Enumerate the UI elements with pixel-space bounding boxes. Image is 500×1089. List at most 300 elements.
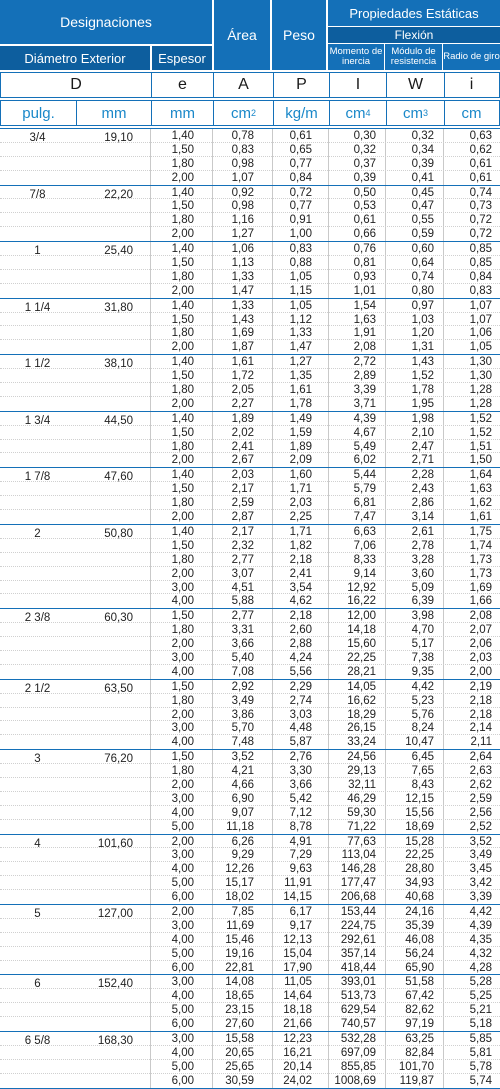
peso-cell: 16,21 <box>283 1046 312 1059</box>
table-row <box>0 129 500 143</box>
diameter-mm: 127,00 <box>97 907 133 920</box>
size-group <box>0 524 500 608</box>
unit-mm-d: mm <box>76 101 151 125</box>
area-cell: 0,98 <box>231 157 254 170</box>
area-cell: 1,47 <box>231 284 254 297</box>
modulo-cell: 7,65 <box>411 765 434 778</box>
inercia-cell: 855,85 <box>340 1060 376 1073</box>
modulo-cell: 24,16 <box>405 905 434 918</box>
radio-cell: 2,07 <box>469 624 492 637</box>
area-cell: 25,65 <box>225 1060 254 1073</box>
inercia-cell: 0,39 <box>353 171 376 184</box>
espesor-cell: 3,00 <box>171 919 194 932</box>
inercia-cell: 3,71 <box>353 397 376 410</box>
peso-cell: 0,84 <box>289 171 312 184</box>
table-row <box>0 525 500 539</box>
modulo-cell: 12,15 <box>405 792 434 805</box>
radio-cell: 2,64 <box>469 751 492 764</box>
table-row <box>0 426 500 440</box>
peso-cell: 14,15 <box>283 891 312 904</box>
modulo-cell: 1,98 <box>411 412 434 425</box>
inercia-cell: 1,91 <box>353 327 376 340</box>
espesor-cell: 3,00 <box>171 849 194 862</box>
radio-cell: 2,03 <box>469 651 492 664</box>
diameter-mm: 47,60 <box>104 471 133 484</box>
peso-cell: 14,64 <box>283 990 312 1003</box>
area-cell: 2,02 <box>231 426 254 439</box>
espesor-cell: 1,50 <box>171 751 194 764</box>
radio-cell: 2,62 <box>469 778 492 791</box>
radio-cell: 5,21 <box>469 1004 492 1017</box>
peso-cell: 1,78 <box>289 397 312 410</box>
table-row <box>0 764 500 778</box>
table-row <box>0 553 500 567</box>
radio-cell: 5,78 <box>469 1060 492 1073</box>
unit-cm2-base: cm <box>230 104 251 122</box>
area-cell: 7,08 <box>231 665 254 678</box>
size-group <box>0 904 500 974</box>
radio-cell: 1,69 <box>469 581 492 594</box>
espesor-header: Espesor <box>152 46 212 70</box>
radio-cell: 0,61 <box>469 157 492 170</box>
inercia-cell: 418,44 <box>340 961 376 974</box>
area-cell: 6,90 <box>231 792 254 805</box>
table-row <box>0 383 500 397</box>
size-group <box>0 241 500 298</box>
table-row <box>0 1032 500 1046</box>
modulo-cell: 3,98 <box>411 610 434 623</box>
peso-cell: 2,60 <box>289 624 312 637</box>
table-row <box>0 735 500 749</box>
espesor-cell: 1,50 <box>171 680 194 693</box>
radio-cell: 0,85 <box>469 257 492 270</box>
radio-cell: 0,62 <box>469 143 492 156</box>
table-row <box>0 933 500 947</box>
radio-cell: 1,28 <box>469 384 492 397</box>
inercia-cell: 0,93 <box>353 270 376 283</box>
table-row <box>0 680 500 694</box>
table-row <box>0 453 500 467</box>
table-row <box>0 242 500 256</box>
area-cell: 1,72 <box>231 370 254 383</box>
inercia-cell: 59,30 <box>347 806 376 819</box>
diameter-mm: 101,60 <box>97 837 133 850</box>
table-row <box>0 750 500 764</box>
diameter-inches: 3 <box>34 753 41 766</box>
radio-cell: 1,30 <box>469 356 492 369</box>
inercia-cell: 29,13 <box>347 765 376 778</box>
radio-cell: 1,52 <box>469 412 492 425</box>
peso-cell: 1,61 <box>289 384 312 397</box>
radio-cell: 5,74 <box>469 1074 492 1087</box>
area-cell: 27,60 <box>225 1018 254 1031</box>
modulo-cell: 2,61 <box>411 525 434 538</box>
radio-cell: 2,59 <box>469 792 492 805</box>
espesor-cell: 2,00 <box>171 835 194 848</box>
inercia-cell: 0,50 <box>353 186 376 199</box>
area-cell: 23,15 <box>225 1004 254 1017</box>
peso-cell: 0,91 <box>289 214 312 227</box>
modulo-cell: 22,25 <box>405 849 434 862</box>
size-group <box>0 185 500 242</box>
espesor-cell: 1,50 <box>171 539 194 552</box>
inercia-cell: 6,81 <box>353 497 376 510</box>
peso-cell: 4,48 <box>289 722 312 735</box>
peso-cell: 1,05 <box>289 299 312 312</box>
units-row <box>0 100 500 126</box>
modulo-cell: 35,39 <box>405 919 434 932</box>
diameter-mm: 31,80 <box>104 301 133 314</box>
inercia-cell: 77,63 <box>347 835 376 848</box>
inercia-cell: 206,68 <box>340 891 376 904</box>
inercia-cell: 5,49 <box>353 440 376 453</box>
table-row <box>0 369 500 383</box>
table-row <box>0 1060 500 1074</box>
espesor-cell: 1,80 <box>171 624 194 637</box>
peso-cell: 0,77 <box>289 200 312 213</box>
area-cell: 1,06 <box>231 243 254 256</box>
peso-cell: 0,88 <box>289 257 312 270</box>
inercia-cell: 357,14 <box>340 947 376 960</box>
peso-cell: 24,02 <box>283 1074 312 1087</box>
peso-cell: 2,74 <box>289 694 312 707</box>
area-cell: 2,77 <box>231 610 254 623</box>
radio-cell: 5,85 <box>469 1033 492 1045</box>
size-group <box>0 608 500 678</box>
modulo-cell: 18,69 <box>405 820 434 833</box>
unit-cm3-exp: 3 <box>422 108 428 118</box>
inercia-cell: 2,08 <box>353 341 376 354</box>
radio-cell: 0,73 <box>469 200 492 213</box>
area-cell: 1,07 <box>231 171 254 184</box>
area-cell: 1,69 <box>231 327 254 340</box>
peso-cell: 11,91 <box>284 877 312 890</box>
inercia-cell: 5,44 <box>353 469 376 482</box>
table-row <box>0 876 500 890</box>
inercia-cell: 4,39 <box>353 412 376 425</box>
espesor-cell: 2,00 <box>171 397 194 410</box>
unit-cm4 <box>329 101 386 125</box>
table-row <box>0 975 500 989</box>
diameter-inches: 2 <box>34 527 41 540</box>
espesor-cell: 1,80 <box>171 765 194 778</box>
diameter-mm: 76,20 <box>104 753 133 766</box>
inercia-cell: 0,61 <box>353 214 376 227</box>
radio-cell: 4,35 <box>469 933 492 946</box>
size-group <box>0 128 500 185</box>
symbol-w: W <box>386 73 444 97</box>
unit-cm: cm <box>444 101 498 125</box>
table-row <box>0 284 500 298</box>
area-cell: 22,81 <box>225 961 254 974</box>
table-row <box>0 581 500 595</box>
modulo-cell: 3,28 <box>411 553 434 566</box>
modulo-cell: 1,95 <box>411 397 434 410</box>
area-cell: 1,33 <box>231 299 254 312</box>
radio-cell: 1,51 <box>469 440 492 453</box>
inercia-cell: 22,25 <box>347 651 376 664</box>
peso-cell: 0,72 <box>289 186 312 199</box>
modulo-cell: 0,55 <box>411 214 434 227</box>
inercia-cell: 0,76 <box>353 243 376 256</box>
radio-cell: 2,63 <box>469 765 492 778</box>
modulo-cell: 2,86 <box>411 497 434 510</box>
table-row <box>0 835 500 849</box>
inercia-cell: 12,92 <box>347 581 376 594</box>
espesor-cell: 1,40 <box>171 243 194 256</box>
radio-cell: 2,11 <box>470 736 492 749</box>
radio-cell: 0,85 <box>469 243 492 256</box>
radio-cell: 2,18 <box>469 694 492 707</box>
espesor-cell: 3,00 <box>171 1033 194 1045</box>
diameter-inches: 1 1/4 <box>24 301 51 314</box>
inercia-cell: 1,01 <box>353 284 376 297</box>
peso-cell: 0,61 <box>289 130 312 142</box>
inercia-cell: 1,63 <box>353 313 376 326</box>
espesor-cell: 4,00 <box>171 990 194 1003</box>
modulo-cell: 4,70 <box>411 624 434 637</box>
radio-cell: 1,75 <box>469 525 492 538</box>
inercia-cell: 113,04 <box>341 849 376 862</box>
area-cell: 1,27 <box>231 228 254 241</box>
radio-cell: 1,52 <box>469 426 492 439</box>
table-row <box>0 609 500 623</box>
espesor-cell: 3,00 <box>171 722 194 735</box>
peso-cell: 1,82 <box>289 539 312 552</box>
area-cell: 1,61 <box>231 356 254 369</box>
modulo-cell: 28,80 <box>405 863 434 876</box>
inercia-cell: 33,24 <box>347 736 376 749</box>
diameter-inches: 1 1/2 <box>24 358 51 371</box>
radio-cell: 2,19 <box>469 680 492 693</box>
area-cell: 6,26 <box>231 835 254 848</box>
area-cell: 14,08 <box>225 976 254 989</box>
table-row <box>0 482 500 496</box>
radio-cell: 0,72 <box>469 214 492 227</box>
symbol-i-inertia: I <box>329 73 386 97</box>
peso-cell: 3,03 <box>289 708 312 721</box>
inercia-cell: 14,18 <box>347 624 376 637</box>
modulo-cell: 9,35 <box>411 665 434 678</box>
espesor-cell: 1,50 <box>171 426 194 439</box>
peso-cell: 7,12 <box>289 806 312 819</box>
table-row <box>0 1017 500 1031</box>
area-cell: 1,13 <box>231 257 254 270</box>
peso-cell: 1,27 <box>289 356 312 369</box>
inercia-cell: 28,21 <box>347 665 376 678</box>
diameter-mm: 168,30 <box>97 1035 133 1047</box>
radio-cell: 3,45 <box>469 863 492 876</box>
table-row <box>0 721 500 735</box>
espesor-cell: 1,80 <box>171 694 194 707</box>
espesor-cell: 6,00 <box>171 891 194 904</box>
table-body <box>0 128 500 1089</box>
diameter-mm: 60,30 <box>104 612 133 625</box>
area-cell: 2,27 <box>231 397 254 410</box>
espesor-cell: 1,50 <box>171 483 194 496</box>
table-row <box>0 848 500 862</box>
inercia-cell: 292,61 <box>340 933 376 946</box>
area-cell: 18,65 <box>225 990 254 1003</box>
inercia-cell: 0,37 <box>353 157 376 170</box>
peso-cell: 1,71 <box>289 483 312 496</box>
modulo-cell: 10,47 <box>405 736 434 749</box>
espesor-cell: 6,00 <box>171 961 194 974</box>
diameter-inches: 1 <box>34 245 41 258</box>
peso-cell: 7,29 <box>289 849 312 862</box>
peso-cell: 2,09 <box>289 454 312 467</box>
espesor-cell: 4,00 <box>171 863 194 876</box>
momento-inercia-header <box>328 44 384 70</box>
inercia-cell: 18,29 <box>347 708 376 721</box>
inercia-cell: 24,56 <box>347 751 376 764</box>
diametro-exterior-header: Diámetro Exterior <box>0 46 150 70</box>
area-cell: 4,21 <box>231 765 254 778</box>
modulo-cell: 1,31 <box>411 341 434 354</box>
table-row <box>0 919 500 933</box>
area-cell: 5,40 <box>231 651 254 664</box>
modulo-cell: 1,78 <box>411 384 434 397</box>
modulo-cell: 67,42 <box>405 990 434 1003</box>
area-header: Área <box>214 0 270 70</box>
modulo-cell: 0,64 <box>411 257 434 270</box>
symbol-i-radius: i <box>444 73 498 97</box>
table-row <box>0 961 500 975</box>
table-row <box>0 412 500 426</box>
diameter-mm: 38,10 <box>104 358 133 371</box>
inercia-cell: 3,39 <box>353 384 376 397</box>
inercia-cell: 393,01 <box>340 976 376 989</box>
table-row <box>0 651 500 665</box>
size-group <box>0 411 500 468</box>
espesor-cell: 3,00 <box>171 792 194 805</box>
inercia-cell: 16,22 <box>347 595 376 608</box>
inercia-cell: 1008,69 <box>334 1074 376 1087</box>
area-cell: 2,32 <box>231 539 254 552</box>
modulo-cell: 2,28 <box>411 469 434 482</box>
peso-cell: 1,00 <box>289 228 312 241</box>
area-cell: 0,92 <box>231 186 254 199</box>
peso-cell: 6,17 <box>289 905 312 918</box>
peso-cell: 4,62 <box>289 595 312 608</box>
radio-cell: 1,66 <box>469 595 492 608</box>
radio-cell: 2,52 <box>469 820 492 833</box>
peso-cell: 5,87 <box>289 736 312 749</box>
peso-cell: 1,49 <box>289 412 312 425</box>
modulo-cell: 5,09 <box>411 581 434 594</box>
area-cell: 1,43 <box>231 313 254 326</box>
table-row <box>0 157 500 171</box>
modulo-cell: 1,03 <box>411 313 434 326</box>
modulo-cell: 1,20 <box>411 327 434 340</box>
peso-cell: 4,91 <box>289 835 312 848</box>
diameter-inches: 2 1/2 <box>24 682 51 695</box>
inercia-cell: 6,02 <box>353 454 376 467</box>
modulo-cell: 0,74 <box>411 270 434 283</box>
peso-cell: 1,89 <box>289 440 312 453</box>
modulo-resistencia-label: Módulo de resistencia <box>390 46 437 67</box>
table-row <box>0 256 500 270</box>
table-row <box>0 213 500 227</box>
radio-cell: 0,61 <box>469 171 492 184</box>
inercia-cell: 0,81 <box>353 257 376 270</box>
peso-cell: 1,47 <box>289 341 312 354</box>
table-row <box>0 171 500 185</box>
espesor-cell: 1,40 <box>171 186 194 199</box>
modulo-cell: 0,80 <box>411 284 434 297</box>
inercia-cell: 12,00 <box>347 610 376 623</box>
radio-cell: 1,07 <box>469 299 492 312</box>
inercia-cell: 71,22 <box>347 820 376 833</box>
radio-cell: 2,14 <box>469 722 492 735</box>
table-row <box>0 947 500 961</box>
peso-cell: 2,88 <box>289 638 312 651</box>
peso-cell: 0,77 <box>289 157 312 170</box>
diameter-mm: 50,80 <box>104 527 133 540</box>
modulo-cell: 8,24 <box>411 722 434 735</box>
modulo-cell: 97,19 <box>405 1018 434 1031</box>
area-cell: 4,66 <box>231 778 254 791</box>
diameter-inches: 5 <box>34 907 41 920</box>
espesor-cell: 1,40 <box>171 412 194 425</box>
espesor-cell: 1,50 <box>171 200 194 213</box>
inercia-cell: 2,72 <box>353 356 376 369</box>
radio-cell: 4,32 <box>469 947 492 960</box>
area-cell: 15,46 <box>225 933 254 946</box>
area-cell: 7,85 <box>231 905 254 918</box>
area-cell: 4,51 <box>231 581 254 594</box>
inercia-cell: 26,15 <box>347 722 376 735</box>
table-row <box>0 539 500 553</box>
peso-cell: 3,30 <box>289 765 312 778</box>
modulo-cell: 5,17 <box>411 638 434 651</box>
area-cell: 18,02 <box>225 891 254 904</box>
peso-cell: 1,59 <box>289 426 312 439</box>
peso-cell: 2,76 <box>289 751 312 764</box>
peso-cell: 3,66 <box>289 778 312 791</box>
table-row <box>0 820 500 834</box>
espesor-cell: 1,40 <box>171 356 194 369</box>
espesor-cell: 1,50 <box>171 257 194 270</box>
espesor-cell: 2,00 <box>171 171 194 184</box>
inercia-cell: 4,67 <box>353 426 376 439</box>
inercia-cell: 0,32 <box>353 143 376 156</box>
table-row <box>0 468 500 482</box>
modulo-cell: 0,97 <box>411 299 434 312</box>
inercia-cell: 0,53 <box>353 200 376 213</box>
radio-cell: 1,06 <box>469 327 492 340</box>
peso-cell: 1,15 <box>289 284 312 297</box>
inercia-cell: 7,47 <box>353 511 376 524</box>
diameter-inches: 2 3/8 <box>24 612 51 625</box>
symbol-d: D <box>70 76 82 93</box>
peso-cell: 9,63 <box>289 863 312 876</box>
inercia-cell: 16,62 <box>347 694 376 707</box>
area-cell: 20,65 <box>225 1046 254 1059</box>
area-cell: 3,07 <box>231 567 254 580</box>
table-row <box>0 806 500 820</box>
modulo-cell: 0,59 <box>411 228 434 241</box>
radio-giro-label: Radio de giro <box>443 51 500 62</box>
peso-cell: 1,12 <box>289 313 312 326</box>
modulo-cell: 0,41 <box>411 171 434 184</box>
radio-cell: 2,00 <box>469 665 492 678</box>
peso-cell: 3,54 <box>289 581 312 594</box>
espesor-cell: 4,00 <box>171 806 194 819</box>
radio-cell: 2,56 <box>469 806 492 819</box>
espesor-cell: 4,00 <box>171 1046 194 1059</box>
peso-cell: 15,04 <box>283 947 312 960</box>
